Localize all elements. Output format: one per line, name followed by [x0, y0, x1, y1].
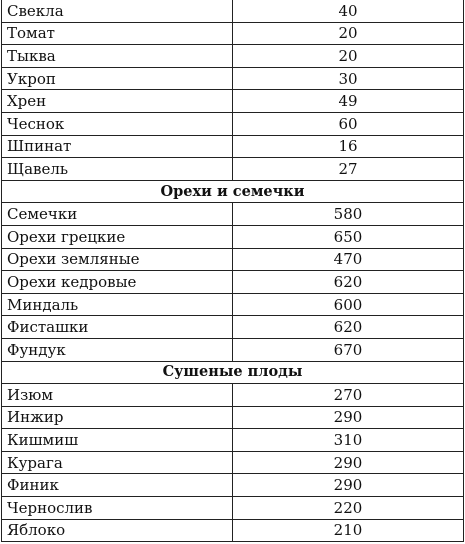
table-row [2, 158, 464, 181]
table-row [2, 429, 464, 452]
product-value-cell: 600 [233, 293, 464, 316]
product-value-cell: 470 [233, 248, 464, 271]
product-name-cell: Чернослив [2, 497, 233, 520]
table-row [2, 293, 464, 316]
product-name-cell: Орехи кедровые [2, 271, 233, 294]
product-value-cell: 27 [233, 158, 464, 181]
product-value-cell: 290 [233, 474, 464, 497]
product-value-cell: 20 [233, 45, 464, 68]
table-row [2, 225, 464, 248]
product-name-cell: Яблоко [2, 519, 233, 542]
product-name-cell: Курага [2, 451, 233, 474]
product-name-cell: Щавель [2, 158, 233, 181]
table-row [2, 67, 464, 90]
product-value-cell: 620 [233, 316, 464, 339]
product-value-cell: 310 [233, 429, 464, 452]
table-row [2, 338, 464, 361]
product-name-cell: Чеснок [2, 112, 233, 135]
product-name-cell: Тыква [2, 45, 233, 68]
product-name-cell: Укроп [2, 67, 233, 90]
product-value-cell: 290 [233, 451, 464, 474]
product-value-cell: 580 [233, 203, 464, 226]
product-name-cell: Семечки [2, 203, 233, 226]
table-row [2, 474, 464, 497]
table-row [2, 406, 464, 429]
product-name-cell: Хрен [2, 90, 233, 113]
product-name-cell: Инжир [2, 406, 233, 429]
product-value-cell: 670 [233, 338, 464, 361]
table-row [2, 0, 464, 22]
product-name-cell: Изюм [2, 384, 233, 407]
product-value-cell: 40 [233, 0, 464, 22]
section-header-row [2, 361, 464, 384]
product-value-cell: 16 [233, 135, 464, 158]
product-value-cell: 20 [233, 22, 464, 45]
table-row [2, 135, 464, 158]
section-header-row [2, 180, 464, 203]
product-value-cell: 650 [233, 225, 464, 248]
product-name-cell: Орехи грецкие [2, 225, 233, 248]
product-name-cell: Фисташки [2, 316, 233, 339]
table-row [2, 497, 464, 520]
product-name-cell: Томат [2, 22, 233, 45]
table-row [2, 90, 464, 113]
table-row [2, 203, 464, 226]
food-value-table [1, 0, 464, 542]
product-value-cell: 290 [233, 406, 464, 429]
product-name-cell: Свекла [2, 0, 233, 22]
table-row [2, 45, 464, 68]
table-row [2, 451, 464, 474]
product-name-cell: Орехи земляные [2, 248, 233, 271]
product-value-cell: 210 [233, 519, 464, 542]
product-value-cell: 30 [233, 67, 464, 90]
section-title-cell: Орехи и семечки [2, 180, 464, 203]
product-value-cell: 220 [233, 497, 464, 520]
product-value-cell: 49 [233, 90, 464, 113]
product-name-cell: Миндаль [2, 293, 233, 316]
table-row [2, 519, 464, 542]
table-row [2, 112, 464, 135]
product-value-cell: 620 [233, 271, 464, 294]
product-name-cell: Кишмиш [2, 429, 233, 452]
table-row [2, 248, 464, 271]
table-row [2, 316, 464, 339]
table-row [2, 22, 464, 45]
product-value-cell: 270 [233, 384, 464, 407]
product-name-cell: Финик [2, 474, 233, 497]
product-name-cell: Шпинат [2, 135, 233, 158]
table-row [2, 384, 464, 407]
product-value-cell: 60 [233, 112, 464, 135]
section-title-cell: Сушеные плоды [2, 361, 464, 384]
table-body [2, 0, 464, 542]
table-row [2, 271, 464, 294]
product-name-cell: Фундук [2, 338, 233, 361]
